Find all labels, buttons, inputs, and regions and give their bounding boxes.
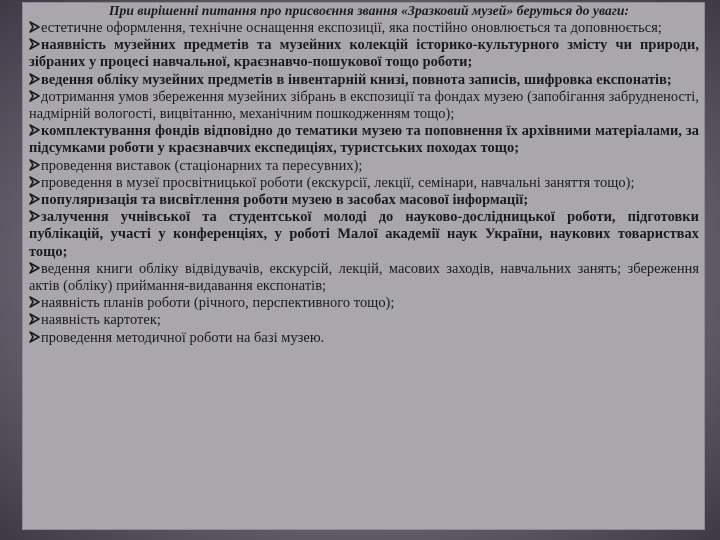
list-item bbox=[29, 175, 699, 192]
list-item-text: проведення методичної роботи на базі музею. bbox=[41, 329, 325, 346]
list-item-text: залучення учнівської та студентської молоді до науково-дослідницької роботи, підготовки публікацій, участі у конференціях, у роботі Малої академії наук України, наукових товариствах тощо; bbox=[29, 209, 699, 260]
list-item-text: наявність музейних предметів та музейних колекцій історико-культурного змісту чи природи, зібраних у процесі навчальної, краєзнавчо-пошукової тощо роботи; bbox=[29, 37, 699, 71]
list-item-text: популяризація та висвітлення роботи музею в засобах масової інформації; bbox=[41, 192, 529, 209]
arrow-checkmark-icon bbox=[29, 38, 40, 50]
slide-content bbox=[29, 2, 699, 347]
arrow-checkmark-icon bbox=[29, 313, 40, 325]
list-item bbox=[29, 261, 699, 295]
list-item bbox=[29, 295, 699, 312]
list-item bbox=[29, 89, 699, 123]
arrow-checkmark-icon bbox=[29, 73, 40, 85]
list-item-text: проведення в музеї просвітницької роботи (екскурсії, лекції, семінари, навчальні заняття тощо); bbox=[41, 174, 635, 191]
list-item-text: дотримання умов збереження музейних зібрань в експозиції та фондах музею (запобігання забрудненості, надмірній вологості, вицвітанню, механічним пошкодженням тощо); bbox=[29, 88, 699, 123]
list-item bbox=[29, 158, 699, 175]
arrow-checkmark-icon bbox=[29, 21, 40, 33]
list-item bbox=[29, 312, 699, 329]
list-item bbox=[29, 123, 699, 157]
arrow-checkmark-icon bbox=[29, 90, 40, 102]
list-item-text: наявність картотек; bbox=[41, 312, 161, 329]
list-item bbox=[29, 209, 699, 261]
text-panel bbox=[22, 2, 705, 530]
list-item bbox=[29, 37, 699, 71]
list-item bbox=[29, 192, 699, 209]
arrow-checkmark-icon bbox=[29, 262, 40, 274]
arrow-checkmark-icon bbox=[29, 296, 40, 308]
list-item-text: проведення виставок (стаціонарних та пересувних); bbox=[41, 157, 363, 174]
arrow-checkmark-icon bbox=[29, 124, 40, 136]
arrow-checkmark-icon bbox=[29, 331, 40, 343]
arrow-checkmark-icon bbox=[29, 159, 40, 171]
list-item-text: комплектування фондів відповідно до тематики музею та поповнення їх архівними матеріалами, за підсумками роботи у краєзнавчих експедиціях, туристських походах тощо; bbox=[29, 123, 699, 157]
arrow-checkmark-icon bbox=[29, 210, 40, 222]
slide-heading: При вирішенні питання про присвоєння звання «Зразковий музей» беруться до уваги: bbox=[108, 3, 630, 18]
list-item-text: естетичне оформлення, технічне оснащення експозиції, яка постійно оновлюється та доповнюється; bbox=[41, 20, 662, 36]
list-item-text: ведення обліку музейних предметів в інвентарній книзі, повнота записів, шифровка експонатів; bbox=[41, 71, 672, 88]
list-item bbox=[29, 72, 699, 89]
list-item bbox=[29, 20, 699, 37]
list-item-text: ведення книги обліку відвідувачів, екскурсій, лекцій, масових заходів, навчальних занять; збереження актів (обліку) приймання-видавання експонатів; bbox=[29, 260, 699, 295]
list-item bbox=[29, 330, 699, 347]
arrow-checkmark-icon bbox=[29, 176, 40, 188]
list-item-text: наявність планів роботи (річного, перспективного тощо); bbox=[41, 295, 395, 312]
arrow-checkmark-icon bbox=[29, 193, 40, 205]
